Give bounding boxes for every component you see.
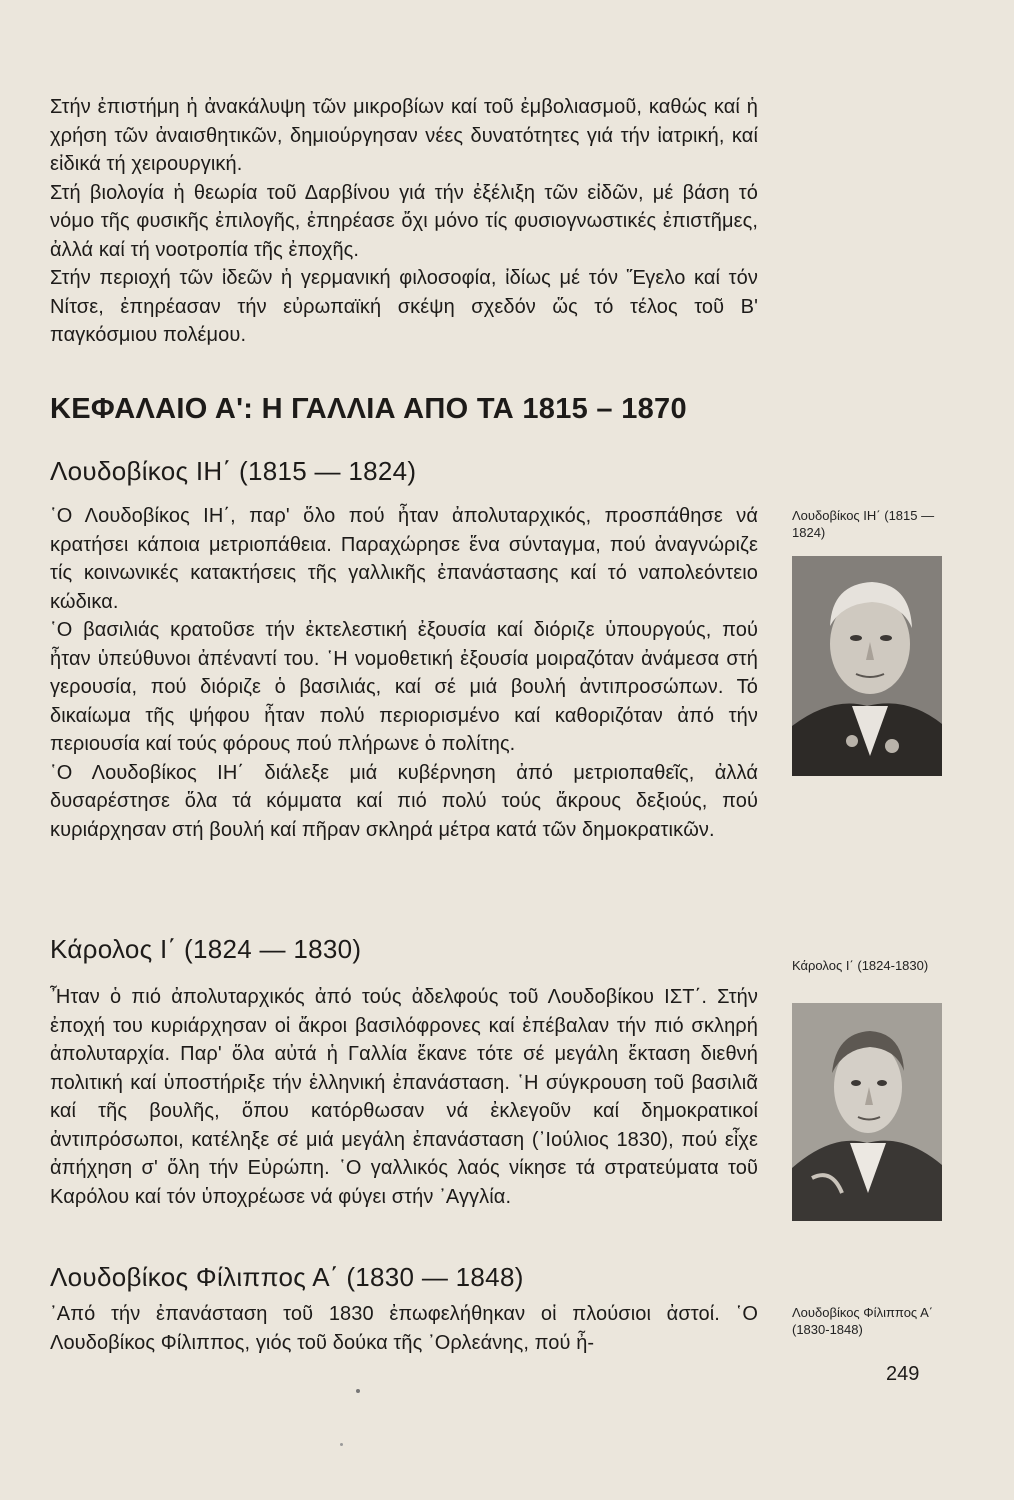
section-body-charles-x (50, 983, 758, 1211)
chapter-title: ΚΕΦΑΛΑΙΟ Α': Η ΓΑΛΛΙΑ ΑΠΟ ΤΑ 1815 – 1870 (50, 393, 687, 425)
portrait-charles-x (792, 1003, 942, 1221)
section-paragraph: ῾Ο βασιλιάς κρατοῦσε τήν ἐκτελεστική ἐξουσία καί διόριζε ὑπουργούς, πού ἦταν ὑπεύθυνοι ἀπέναντί του. ῾Η νομοθετική ἐξουσία μοιραζόταν ἀνάμεσα στή γερουσία, πού διόριζε ὁ βασιλιάς, καί σέ μιά βουλή ἀντιπροσώπων. Τό δικαίωμα τῆς ψήφου ἦταν πολύ περιορισμένο καί καθοριζόταν ἀπό τήν περιουσία καί τούς φόρους πού πλήρωνε ὁ πολίτης. (50, 619, 758, 755)
portrait-caption-louis-philippe: Λουδοβίκος Φίλιππος Α΄ (1830-1848) (792, 1305, 934, 1337)
section-body-louis-philippe (50, 1300, 758, 1357)
page-number: 249 (886, 1363, 920, 1385)
print-speck (356, 1389, 360, 1393)
section-paragraph: Ἦταν ὁ πιό ἀπολυταρχικός ἀπό τούς ἀδελφούς τοῦ Λουδοβίκου ΙΣΤ΄. Στήν ἐποχή του κυριάρχησαν οἱ ἄκροι βασιλόφρονες καί ἐπέβαλαν τήν πιό σκληρή ἀπολυταρχία. Παρ' ὅλα αὐτά ἡ Γαλλία ἔκανε τότε σέ μεγάλη ἔκταση διεθνή πολιτική καί ὑποστήριξε τήν ἑλληνική ἐπανάσταση. ῾Η σύγκρουση τοῦ βασιλιᾶ καί τῆς βουλῆς, ὅπου κατόρθωσαν νά ἐκλεγοῦν καί δημοκρατικοί ἀντιπρόσωποι, κατέληξε σέ μιά μεγάλη ἐπανάσταση (᾿Ιούλιος 1830), πού εἶχε ἀπήχηση σ' ὅλη τήν Εὐρώπη. ῾Ο γαλλικός λαός νίκησε τά στρατεύματα τοῦ Καρόλου καί τόν ὑποχρέωσε νά φύγει στήν ᾿Αγγλία. (50, 986, 758, 1208)
portrait-louis-xviii (792, 556, 942, 776)
section-paragraph: ῾Ο Λουδοβίκος ΙΗ΄ διάλεξε μιά κυβέρνηση ἀπό μετριοπαθεῖς, ἀλλά δυσαρέστησε ὅλα τά κόμματα καί πιό πολύ τούς ἄκρους δεξιούς, πού κυριάρχησαν στή βουλή καί πῆραν σκληρά μέτρα κατά τῶν δημοκρατικῶν. (50, 761, 758, 841)
print-speck (340, 1443, 343, 1446)
portrait-caption-charles-x: Κάρολος Ι΄ (1824-1830) (792, 958, 929, 973)
intro-paragraph: Στή βιολογία ἡ θεωρία τοῦ Δαρβίνου γιά τήν ἐξέλιξη τῶν εἰδῶν, μέ βάση τό νόμο τῆς φυσικῆς ἐπιλογῆς, ἐπηρέασε ὄχι μόνο τίς φυσιογνωστικές ἐπιστῆμες, ἀλλά καί τή νοοτροπία τῆς ἐποχῆς. (50, 181, 758, 261)
intro-paragraph: Στήν περιοχή τῶν ἰδεῶν ἡ γερμανική φιλοσοφία, ἰδίως μέ τόν Ἕγελο καί τόν Νίτσε, ἐπηρέασαν τήν εὐρωπαϊκή σκέψη σχεδόν ὥς τό τέλος τοῦ Β' παγκόσμιου πολέμου. (50, 267, 758, 346)
section-body-louis-xviii (50, 502, 758, 844)
intro-text (50, 93, 758, 350)
section-paragraph: ῾Ο Λουδοβίκος ΙΗ΄, παρ' ὅλο πού ἦταν ἀπολυταρχικός, προσπάθησε νά κρατήσει κάποια μετριοπάθεια. Παραχώρησε ἕνα σύνταγμα, πού ἀναγνώριζε τίς κοινωνικές κατακτήσεις τῆς γαλλικῆς ἐπανάστασης καί τό ναπολεόντειο κώδικα. (50, 505, 758, 613)
section-heading-louis-xviii: Λουδοβίκος ΙΗ΄ (1815 — 1824) (50, 456, 417, 486)
section-heading-louis-philippe: Λουδοβίκος Φίλιππος Α΄ (1830 — 1848) (50, 1262, 524, 1292)
portrait-caption-louis-xviii: Λουδοβίκος ΙΗ΄ (1815 — 1824) (792, 508, 935, 540)
section-paragraph: ᾿Από τήν ἐπανάσταση τοῦ 1830 ἐπωφελήθηκαν οἱ πλούσιοι ἀστοί. ῾Ο Λουδοβίκος Φίλιππος, γιός τοῦ δούκα τῆς ᾿Ορλεάνης, πού ἦ- (50, 1303, 758, 1354)
portrait-louis-xviii-image (792, 556, 942, 776)
intro-paragraph: Στήν ἐπιστήμη ἡ ἀνακάλυψη τῶν μικροβίων καί τοῦ ἐμβολιασμοῦ, καθώς καί ἡ χρήση τῶν ἀναισθητικῶν, δημιούργησαν νέες δυνατότητες γιά τήν ἰατρική, καί εἰδικά τή χειρουργική. (50, 96, 758, 175)
portrait-charles-x-image (792, 1003, 942, 1221)
section-heading-charles-x: Κάρολος Ι΄ (1824 — 1830) (50, 934, 362, 964)
